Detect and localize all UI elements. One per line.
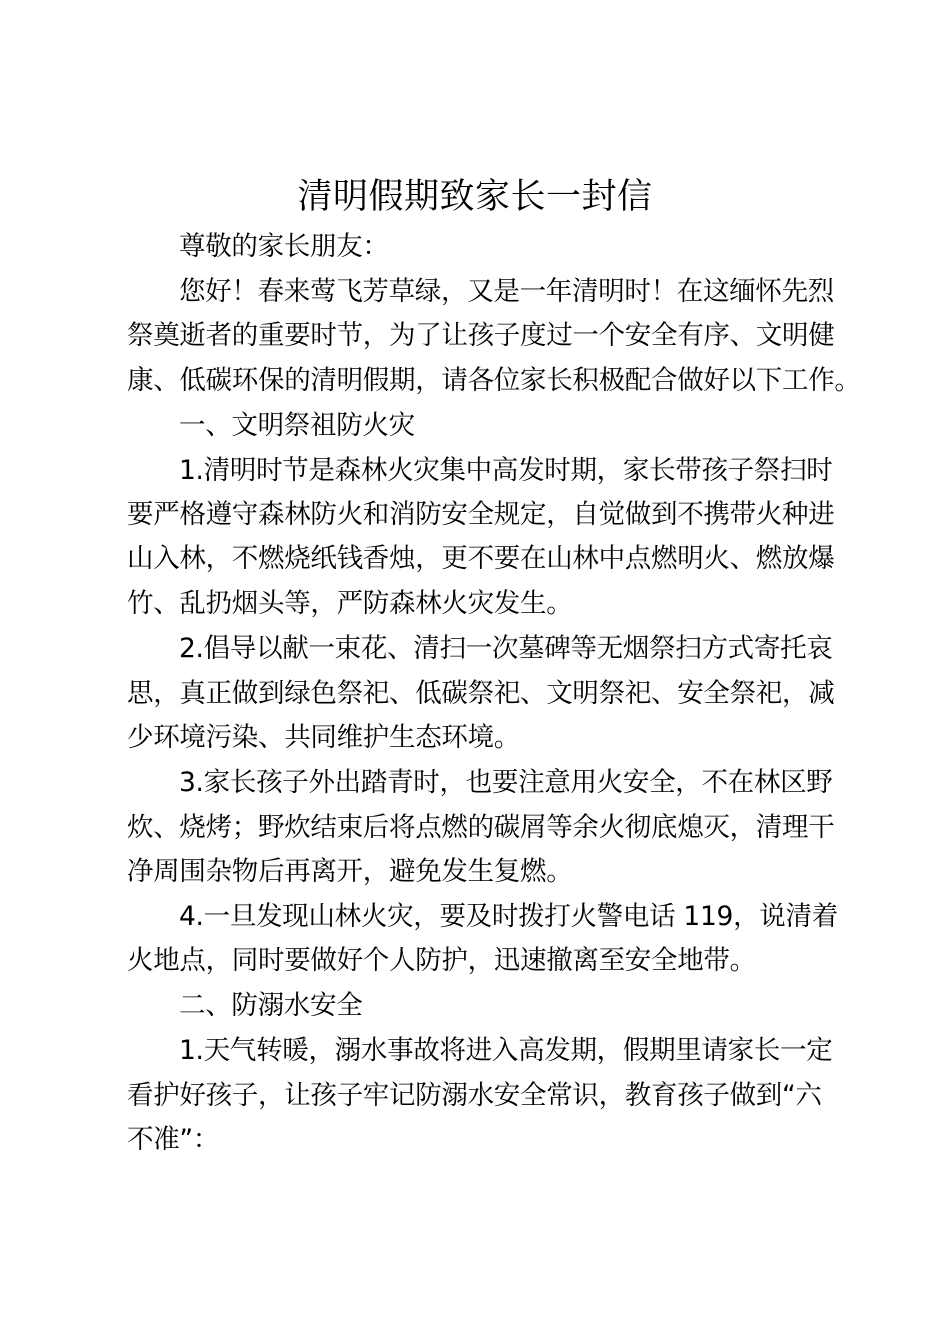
paragraph-line: 山入林，不燃烧纸钱香烛，更不要在山林中点燃明火、燃放爆 bbox=[127, 543, 835, 574]
intro-line: 康、低碳环保的清明假期，请各位家长积极配合做好以下工作。 bbox=[127, 365, 861, 396]
section-heading-1: 一、文明祭祖防火灾 bbox=[179, 410, 415, 441]
paragraph-line: 不准”： bbox=[127, 1124, 220, 1155]
paragraph-line: 2.倡导以献一束花、清扫一次墓碑等无烟祭扫方式寄托哀 bbox=[179, 633, 833, 664]
paragraph-line: 1.清明时节是森林火灾集中高发时期，家长带孩子祭扫时 bbox=[179, 455, 833, 486]
paragraph-line: 4.一旦发现山林火灾，要及时拨打火警电话 119，说清着 bbox=[179, 901, 838, 932]
paragraph-line: 看护好孩子，让孩子牢记防溺水安全常识，教育孩子做到“六 bbox=[127, 1080, 822, 1111]
intro-line: 您好！春来莺飞芳草绿，又是一年清明时！在这缅怀先烈 bbox=[179, 276, 834, 307]
document-title: 清明假期致家长一封信 bbox=[297, 177, 653, 217]
paragraph-line: 3.家长孩子外出踏青时，也要注意用火安全，不在林区野 bbox=[179, 767, 833, 798]
section-heading-2: 二、防溺水安全 bbox=[179, 990, 363, 1021]
paragraph-line: 炊、烧烤；野炊结束后将点燃的碳屑等余火彻底熄灭，清理干 bbox=[127, 812, 835, 843]
paragraph-line: 净周围杂物后再离开，避免发生复燃。 bbox=[127, 856, 573, 887]
intro-line: 祭奠逝者的重要时节，为了让孩子度过一个安全有序、文明健 bbox=[127, 320, 835, 351]
paragraph-line: 1.天气转暖，溺水事故将进入高发期，假期里请家长一定 bbox=[179, 1035, 833, 1066]
paragraph-line: 思，真正做到绿色祭祀、低碳祭祀、文明祭祀、安全祭祀，减 bbox=[127, 678, 835, 709]
paragraph-line: 要严格遵守森林防火和消防安全规定，自觉做到不携带火种进 bbox=[127, 499, 835, 530]
paragraph-line: 火地点，同时要做好个人防护，迅速撤离至安全地带。 bbox=[127, 945, 756, 976]
paragraph-line: 竹、乱扔烟头等，严防森林火灾发生。 bbox=[127, 588, 573, 619]
salutation: 尊敬的家长朋友： bbox=[179, 231, 389, 262]
paragraph-line: 少环境污染、共同维护生态环境。 bbox=[127, 722, 520, 753]
